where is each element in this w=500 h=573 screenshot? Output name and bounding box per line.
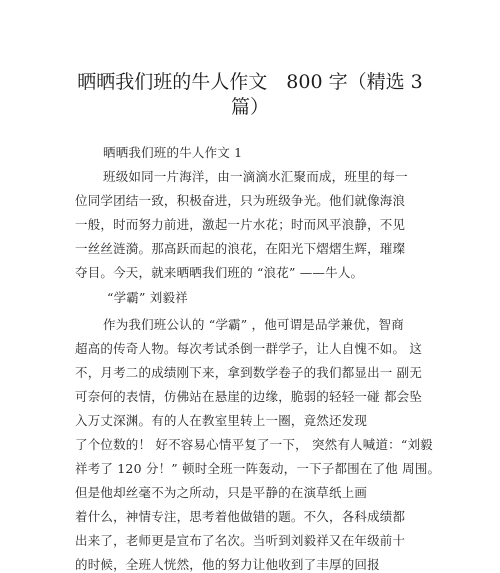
body-line: 但是他却丝毫不为之所动，只是平静的在演草纸上画 <box>75 485 368 500</box>
body-line: 位同学团结一致，积极奋进，只为班级争光。他们就像海浪 <box>75 193 406 208</box>
body-line: 出来了，老师更是宣布了名次。当听到刘毅祥又在年级前十 <box>75 533 406 548</box>
document-title-line-2: 篇） <box>230 96 269 118</box>
body-line: 了个位数的！ 好不容易心情平复了一下， 突然有人喊道：“刘毅 <box>75 437 433 452</box>
body-line: 超高的传奇人物。每次考试杀倒一群学子，让人自愧不如。 这 <box>75 341 423 356</box>
body-line: 不，月考二的成绩刚下来，拿到数学卷子的我们都显出一 副无 <box>75 365 423 380</box>
section-heading: 晒晒我们班的牛人作文 1 <box>103 145 243 160</box>
body-line: 入万丈深渊。有的人在教室里转上一圈，竟然还发现 <box>75 413 368 428</box>
body-line: 祥考了 120 分！” 顿时全班一阵轰动，一下子都围在了他 周围。 <box>75 461 441 476</box>
body-line: 一般，时而努力前进，激起一片水花；时而风平浪静，不见 <box>75 217 406 232</box>
body-line: 夺目。今天，就来晒晒我们班的 “浪花” ——牛人。 <box>75 265 364 280</box>
body-line: 可奈何的表情，仿佛站在悬崖的边缘，脆弱的轻轻一碰 都会坠 <box>75 389 423 404</box>
body-line: 的时候，全班人恍然，他的努力让他收到了丰厚的回报 <box>75 557 380 572</box>
document-title-line-1: 晒晒我们班的牛人作文 800 字（精选 3 <box>77 71 423 93</box>
subsection-heading: “学霸” 刘毅祥 <box>107 290 188 305</box>
body-line: 一丝丝涟漪。那高跃而起的浪花，在阳光下熠熠生辉，璀璨 <box>75 241 406 256</box>
body-line: 班级如同一片海洋，由一滴滴水汇聚而成，班里的每一 <box>103 169 408 184</box>
body-line: 作为我们班公认的 “学霸” ，他可谓是品学兼优，智商 <box>103 317 404 332</box>
body-line: 着什么，神情专注，思考着他做错的题。不久，各科成绩都 <box>75 509 406 524</box>
